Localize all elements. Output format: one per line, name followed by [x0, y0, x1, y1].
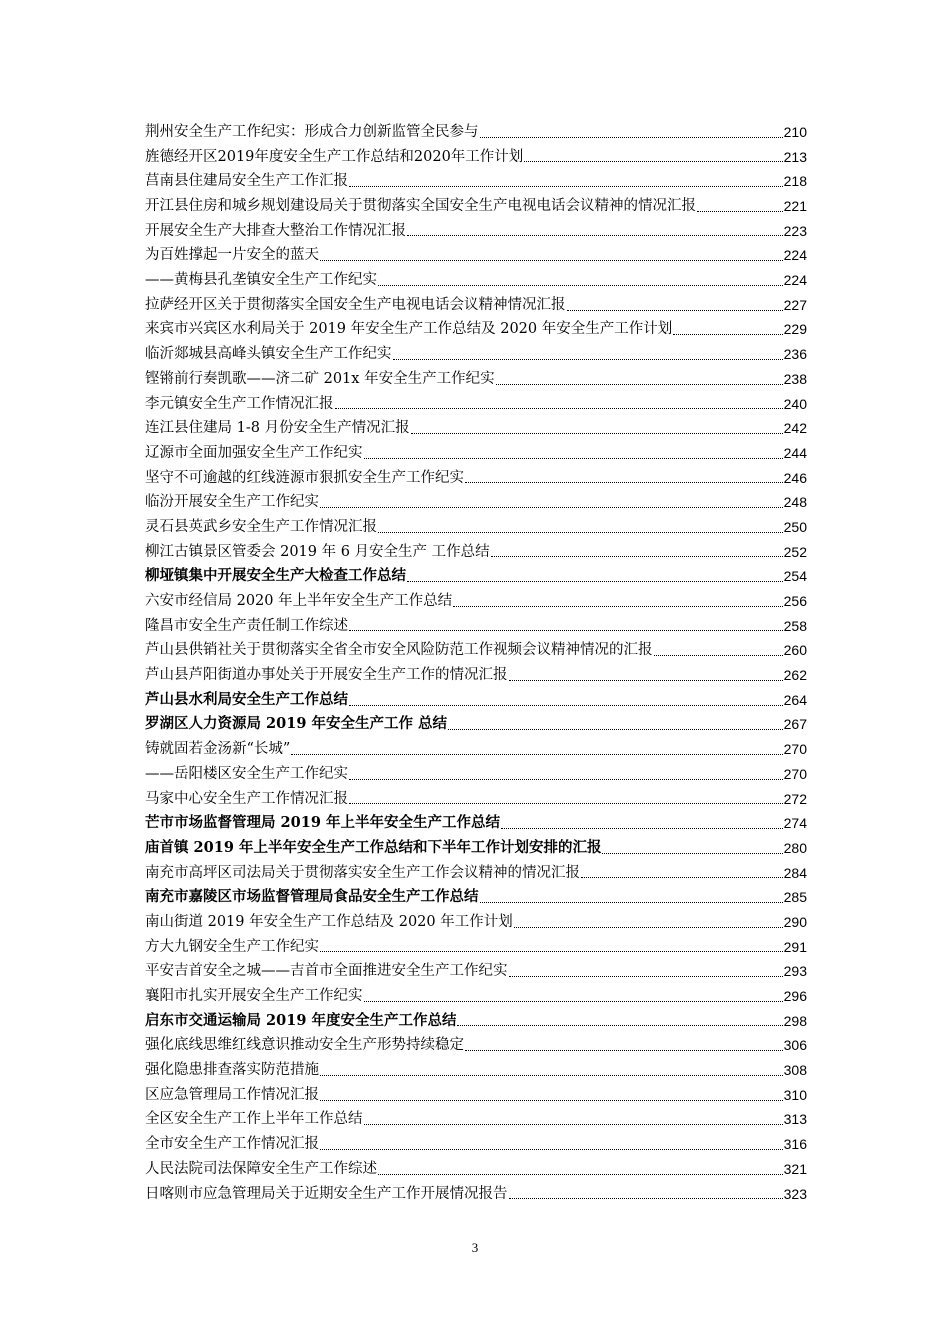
- dot-leader: [480, 901, 783, 903]
- toc-entry[interactable]: [145, 959, 807, 984]
- toc-entry-page-number: 242: [783, 420, 807, 437]
- toc-entry[interactable]: [145, 145, 807, 170]
- toc-entry-title: 连江县住建局 1-8 月份安全生产情况汇报: [145, 420, 410, 437]
- toc-entry[interactable]: [145, 737, 807, 762]
- dot-leader: [378, 531, 783, 533]
- toc-entry-page-number: 236: [783, 346, 807, 363]
- toc-entry[interactable]: [145, 1058, 807, 1083]
- dot-leader: [457, 1024, 782, 1026]
- dot-leader: [509, 975, 783, 977]
- toc-entry-page-number: 218: [783, 173, 807, 190]
- toc-entry-title: 荆州安全生产工作纪实：形成合力创新监管全民参与: [145, 123, 479, 140]
- dot-leader: [448, 728, 783, 730]
- toc-entry-title: 为百姓撑起一片安全的蓝天: [145, 247, 319, 264]
- page-number: 3: [471, 1240, 479, 1255]
- toc-entry[interactable]: [145, 466, 807, 491]
- toc-entry-title: 柳江古镇景区管委会 2019 年 6 月安全生产 工作总结: [145, 543, 490, 560]
- dot-leader: [291, 753, 782, 755]
- toc-entry-page-number: 270: [783, 741, 807, 758]
- toc-entry[interactable]: [145, 910, 807, 935]
- toc-entry[interactable]: [145, 392, 807, 417]
- toc-entry-title: 罗湖区人力资源局 2019 年安全生产工作 总结: [145, 715, 447, 733]
- toc-entry-page-number: 254: [783, 568, 807, 585]
- toc-entry-title: 坚守不可逾越的红线涟源市狠抓安全生产工作纪实: [145, 469, 464, 486]
- toc-entry[interactable]: [145, 1083, 807, 1108]
- toc-entry-title: 李元镇安全生产工作情况汇报: [145, 395, 334, 412]
- dot-leader: [320, 1099, 783, 1101]
- toc-entry-title: 来宾市兴宾区水利局关于 2019 年安全生产工作总结及 2020 年安全生产工作计划: [145, 321, 673, 338]
- toc-entry[interactable]: [145, 441, 807, 466]
- toc-entry-title: 芒市市场监督管理局 2019 年上半年安全生产工作总结: [145, 814, 500, 832]
- dot-leader: [581, 876, 783, 878]
- toc-entry-title: 平安吉首安全之城——吉首市全面推进安全生产工作纪实: [145, 963, 508, 980]
- toc-entry-title: 襄阳市扎实开展安全生产工作纪实: [145, 988, 363, 1005]
- dot-leader: [320, 1148, 783, 1150]
- toc-entry[interactable]: [145, 243, 807, 268]
- toc-entry-title: 临沂郯城县高峰头镇安全生产工作纪实: [145, 346, 392, 363]
- toc-entry-page-number: 323: [783, 1185, 807, 1202]
- toc-entry-title: 南山街道 2019 年安全生产工作总结及 2020 年工作计划: [145, 913, 513, 930]
- toc-entry-page-number: 250: [783, 518, 807, 535]
- toc-entry-title: 六安市经信局 2020 年上半年安全生产工作总结: [145, 593, 453, 610]
- dot-leader: [378, 1173, 783, 1175]
- dot-leader: [335, 407, 783, 409]
- toc-entry[interactable]: [145, 367, 807, 392]
- toc-entry-page-number: 272: [783, 790, 807, 807]
- toc-entry-page-number: 224: [783, 247, 807, 264]
- toc-entry-page-number: 240: [783, 395, 807, 412]
- toc-entry[interactable]: [145, 663, 807, 688]
- dot-leader: [349, 629, 783, 631]
- dot-leader: [465, 481, 783, 483]
- dot-leader: [378, 284, 783, 286]
- toc-entry-page-number: 296: [783, 988, 807, 1005]
- toc-entry-page-number: 213: [783, 148, 807, 165]
- toc-entry[interactable]: [145, 713, 807, 738]
- dot-leader: [364, 457, 783, 459]
- dot-leader: [320, 506, 783, 508]
- toc-entry[interactable]: [145, 589, 807, 614]
- toc-entry-title: 灵石县英武乡安全生产工作情况汇报: [145, 518, 377, 535]
- toc-entry-page-number: 310: [783, 1086, 807, 1103]
- toc-entry-title: 马家中心安全生产工作情况汇报: [145, 790, 348, 807]
- toc-entry[interactable]: [145, 515, 807, 540]
- toc-entry-page-number: 252: [783, 543, 807, 560]
- dot-leader: [349, 185, 783, 187]
- toc-entry[interactable]: [145, 1157, 807, 1182]
- toc-entry-page-number: 258: [783, 617, 807, 634]
- toc-entry[interactable]: [145, 861, 807, 886]
- toc-entry-title: 铿锵前行奏凯歌——济二矿 201x 年安全生产工作纪实: [145, 370, 495, 387]
- toc-entry-title: 芦山县芦阳街道办事处关于开展安全生产工作的情况汇报: [145, 667, 508, 684]
- dot-leader: [393, 358, 783, 360]
- toc-entry-page-number: 290: [783, 913, 807, 930]
- dot-leader: [491, 555, 783, 557]
- toc-entry-page-number: 238: [783, 370, 807, 387]
- toc-entry-page-number: 308: [783, 1062, 807, 1079]
- dot-leader: [320, 950, 783, 952]
- toc-entry-page-number: 284: [783, 864, 807, 881]
- dot-leader: [509, 679, 783, 681]
- dot-leader: [320, 1074, 783, 1076]
- toc-entry-page-number: 248: [783, 494, 807, 511]
- toc-entry[interactable]: [145, 194, 807, 219]
- toc-entry-page-number: 223: [783, 222, 807, 239]
- toc-entry-title: 南充市嘉陵区市场监督管理局食品安全生产工作总结: [145, 888, 479, 906]
- toc-entry-page-number: 229: [783, 321, 807, 338]
- toc-entry[interactable]: [145, 638, 807, 663]
- toc-entry[interactable]: [145, 120, 807, 145]
- toc-entry[interactable]: [145, 564, 807, 589]
- toc-entry[interactable]: [145, 935, 807, 960]
- toc-entry-title: 方大九钢安全生产工作纪实: [145, 938, 319, 955]
- dot-leader: [320, 259, 783, 261]
- toc-entry[interactable]: [145, 318, 807, 343]
- toc-entry-title: 全区安全生产工作上半年工作总结: [145, 1111, 363, 1128]
- dot-leader: [654, 654, 783, 656]
- toc-entry-page-number: 293: [783, 963, 807, 980]
- toc-entry[interactable]: [145, 762, 807, 787]
- toc-entry-page-number: 274: [783, 815, 807, 832]
- toc-entry-title: 莒南县住建局安全生产工作汇报: [145, 173, 348, 190]
- toc-entry-title: 启东市交通运输局 2019 年度安全生产工作总结: [145, 1011, 457, 1029]
- toc-entry-title: 隆昌市安全生产责任制工作综述: [145, 617, 348, 634]
- dot-leader: [465, 1049, 783, 1051]
- toc-entry[interactable]: [145, 268, 807, 293]
- toc-entry-page-number: 244: [783, 444, 807, 461]
- dot-leader: [496, 383, 783, 385]
- toc-entry[interactable]: [145, 1033, 807, 1058]
- dot-leader: [509, 1197, 783, 1199]
- dot-leader: [697, 210, 783, 212]
- toc-entry-page-number: 291: [783, 938, 807, 955]
- toc-entry-page-number: 260: [783, 642, 807, 659]
- toc-entry[interactable]: [145, 1182, 807, 1207]
- toc-entry-title: 柳垭镇集中开展安全生产大检查工作总结: [145, 567, 406, 585]
- toc-entry-page-number: 298: [783, 1012, 807, 1029]
- toc-entry-page-number: 264: [783, 691, 807, 708]
- dot-leader: [567, 309, 783, 311]
- toc-entry[interactable]: [145, 1009, 807, 1034]
- toc-entry[interactable]: [145, 614, 807, 639]
- toc-entry-page-number: 306: [783, 1037, 807, 1054]
- dot-leader: [524, 160, 782, 162]
- toc-entry-page-number: 246: [783, 469, 807, 486]
- toc-entry-page-number: 221: [783, 198, 807, 215]
- toc-entry-title: 开展安全生产大排查大整治工作情况汇报: [145, 222, 406, 239]
- toc-entry-title: 辽源市全面加强安全生产工作纪实: [145, 444, 363, 461]
- toc-entry[interactable]: [145, 219, 807, 244]
- toc-entry-page-number: 280: [783, 839, 807, 856]
- toc-entry-title: 庙首镇 2019 年上半年安全生产工作总结和下半年工作计划安排的汇报: [145, 838, 602, 856]
- toc-entry-title: 铸就固若金汤新“长城”: [145, 741, 291, 758]
- toc-entry-title: 临汾开展安全生产工作纪实: [145, 494, 319, 511]
- toc-entry[interactable]: [145, 490, 807, 515]
- dot-leader: [407, 580, 783, 582]
- toc-entry-page-number: 321: [783, 1160, 807, 1177]
- toc-entry-title: 强化隐患排查落实防范措施: [145, 1062, 319, 1079]
- toc-entry-page-number: 285: [783, 889, 807, 906]
- dot-leader: [349, 704, 783, 706]
- toc-entry-page-number: 227: [783, 296, 807, 313]
- toc-entry-title: 强化底线思维红线意识推动安全生产形势持续稳定: [145, 1037, 464, 1054]
- toc-entry-page-number: 267: [783, 716, 807, 733]
- dot-leader: [501, 827, 783, 829]
- toc-entry-title: 全市安全生产工作情况汇报: [145, 1136, 319, 1153]
- toc-entry[interactable]: [145, 342, 807, 367]
- toc-entry-title: 开江县住房和城乡规划建设局关于贯彻落实全国安全生产电视电话会议精神的情况汇报: [145, 198, 696, 215]
- toc-entry-title: ——黄梅县孔垄镇安全生产工作纪实: [145, 272, 377, 289]
- toc-entry-title: 区应急管理局工作情况汇报: [145, 1086, 319, 1103]
- toc-entry-page-number: 224: [783, 272, 807, 289]
- toc-entry-title: 人民法院司法保障安全生产工作综述: [145, 1160, 377, 1177]
- dot-leader: [480, 136, 783, 138]
- toc-entry-page-number: 262: [783, 667, 807, 684]
- dot-leader: [602, 852, 782, 854]
- toc-entry[interactable]: [145, 787, 807, 812]
- dot-leader: [364, 1123, 783, 1125]
- toc-entry-title: 旌德经开区2019年度安全生产工作总结和2020年工作计划: [145, 148, 524, 165]
- dot-leader: [453, 605, 783, 607]
- toc-entry-title: ——岳阳楼区安全生产工作纪实: [145, 765, 348, 782]
- dot-leader: [411, 432, 783, 434]
- dot-leader: [364, 1000, 783, 1002]
- toc-entry[interactable]: [145, 293, 807, 318]
- toc-entry-page-number: 256: [783, 593, 807, 610]
- dot-leader: [349, 802, 783, 804]
- toc-entry-page-number: 316: [783, 1136, 807, 1153]
- toc-entry[interactable]: [145, 811, 807, 836]
- dot-leader: [407, 234, 783, 236]
- dot-leader: [349, 778, 783, 780]
- toc-entry-title: 拉萨经开区关于贯彻落实全国安全生产电视电话会议精神情况汇报: [145, 296, 566, 313]
- toc-entry-title: 日喀则市应急管理局关于近期安全生产工作开展情况报告: [145, 1185, 508, 1202]
- toc-entry-title: 南充市高坪区司法局关于贯彻落实安全生产工作会议精神的情况汇报: [145, 864, 580, 881]
- toc-entry-title: 芦山县供销社关于贯彻落实全省全市安全风险防范工作视频会议精神情况的汇报: [145, 642, 653, 659]
- toc-entry[interactable]: [145, 416, 807, 441]
- toc-entry[interactable]: [145, 1108, 807, 1133]
- toc-entry[interactable]: [145, 1132, 807, 1157]
- toc-entry[interactable]: [145, 836, 807, 861]
- toc-entry[interactable]: [145, 885, 807, 910]
- dot-leader: [673, 333, 782, 335]
- toc-entry[interactable]: [145, 984, 807, 1009]
- table-of-contents: [145, 120, 807, 1206]
- toc-entry[interactable]: [145, 169, 807, 194]
- toc-entry-title: 芦山县水利局安全生产工作总结: [145, 690, 348, 708]
- toc-entry[interactable]: [145, 540, 807, 565]
- toc-entry-page-number: 270: [783, 765, 807, 782]
- toc-entry-page-number: 210: [783, 123, 807, 140]
- toc-entry[interactable]: [145, 688, 807, 713]
- dot-leader: [514, 926, 783, 928]
- toc-entry-page-number: 313: [783, 1111, 807, 1128]
